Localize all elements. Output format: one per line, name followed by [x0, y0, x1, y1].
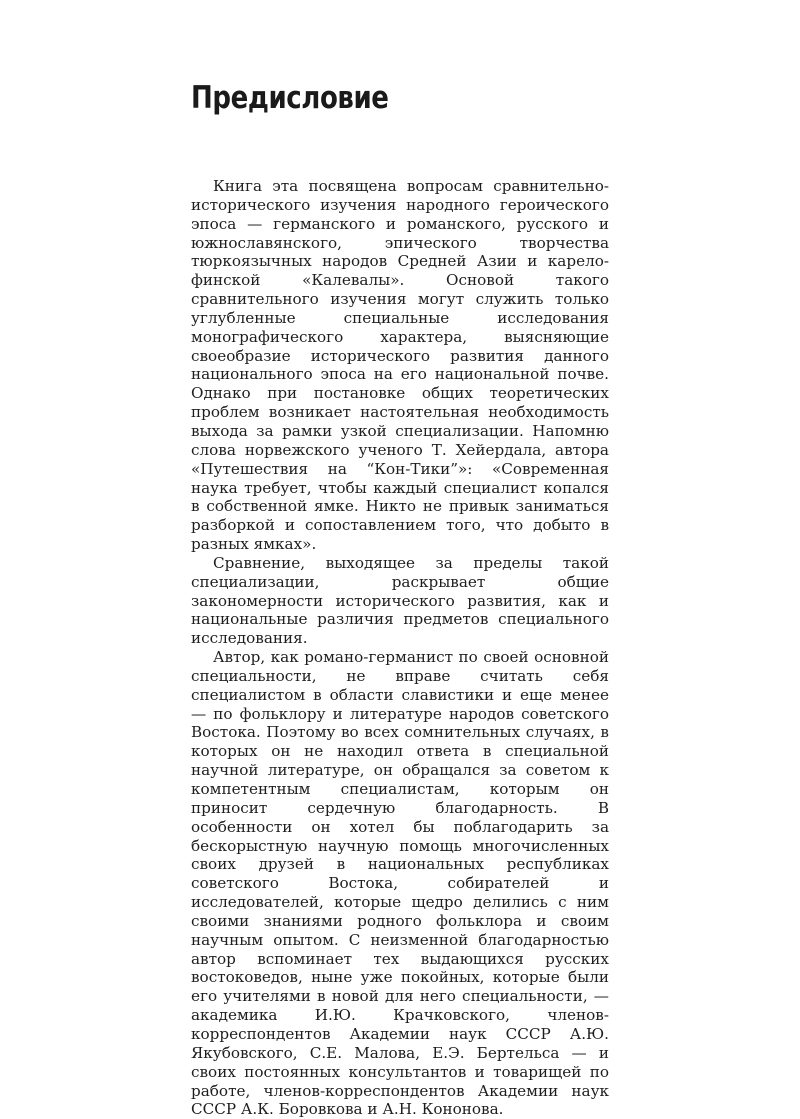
- paragraph-3: Автор, как романо-германист по своей основной специальности, не вправе считать себя специалистом в области славистики и еще менее — по фольклору и литературе народов советского Востока. Поэтому во всех сомнительных случаях, в которых он не находил ответа в специальной научной литературе, он обращался за советом к компетентным специалистам, которым он приносит сердечную благодарность. В особенности он хотел бы поблагодарить за бескорыстную научную помощь многочисленных своих друзей в национальных республиках советского Востока, собирателей и исследователей, которые щедро делились с ним своими знаниями родного фольклора и своим научным опытом. С неизменной благодарностью автор вспоминает тех выдающихся русских востоковедов, ныне уже покойных, которые были его учителями в новой для него специальности, — академика И.Ю. Крачковского, членов-корреспондентов Академии наук СССР А.Ю. Якубовского, С.Е. Малова, Е.Э. Бертельса — и своих постоянных консультантов и товарищей по работе, членов-корреспондентов Академии наук СССР А.К. Боровкова и А.Н. Кононова.: [191, 648, 609, 1119]
- chapter-title: Предисловие: [191, 80, 389, 116]
- paragraph-2: Сравнение, выходящее за пределы такой специализации, раскрывает общие закономерности исторического развития, как и национальные различия предметов специального исследования.: [191, 553, 609, 648]
- paragraph-1: Книга эта посвящена вопросам сравнительно-исторического изучения народного героического эпоса — германского и романского, русского и южнославянского, эпического творчества тюркоязычных народов Средней Азии и карело-финской «Калевалы». Основой такого сравнительного изучения могут служить только углубленные специальные исследования монографического характера, выясняющие своеобразие исторического развития данного национального эпоса на его национальной почве. Однако при постановке общих теоретических проблем возникает настоятельная необходимость выхода за рамки узкой специализации. Напомню слова норвежского ученого Т. Хейердала, автора «Путешествия на “Кон-Тики”»: «Современная наука требует, чтобы каждый специалист копался в собственной ямке. Никто не привык заниматься разборкой и сопоставлением того, что добыто в разных ямках».: [191, 177, 609, 554]
- body-text: [191, 177, 609, 1119]
